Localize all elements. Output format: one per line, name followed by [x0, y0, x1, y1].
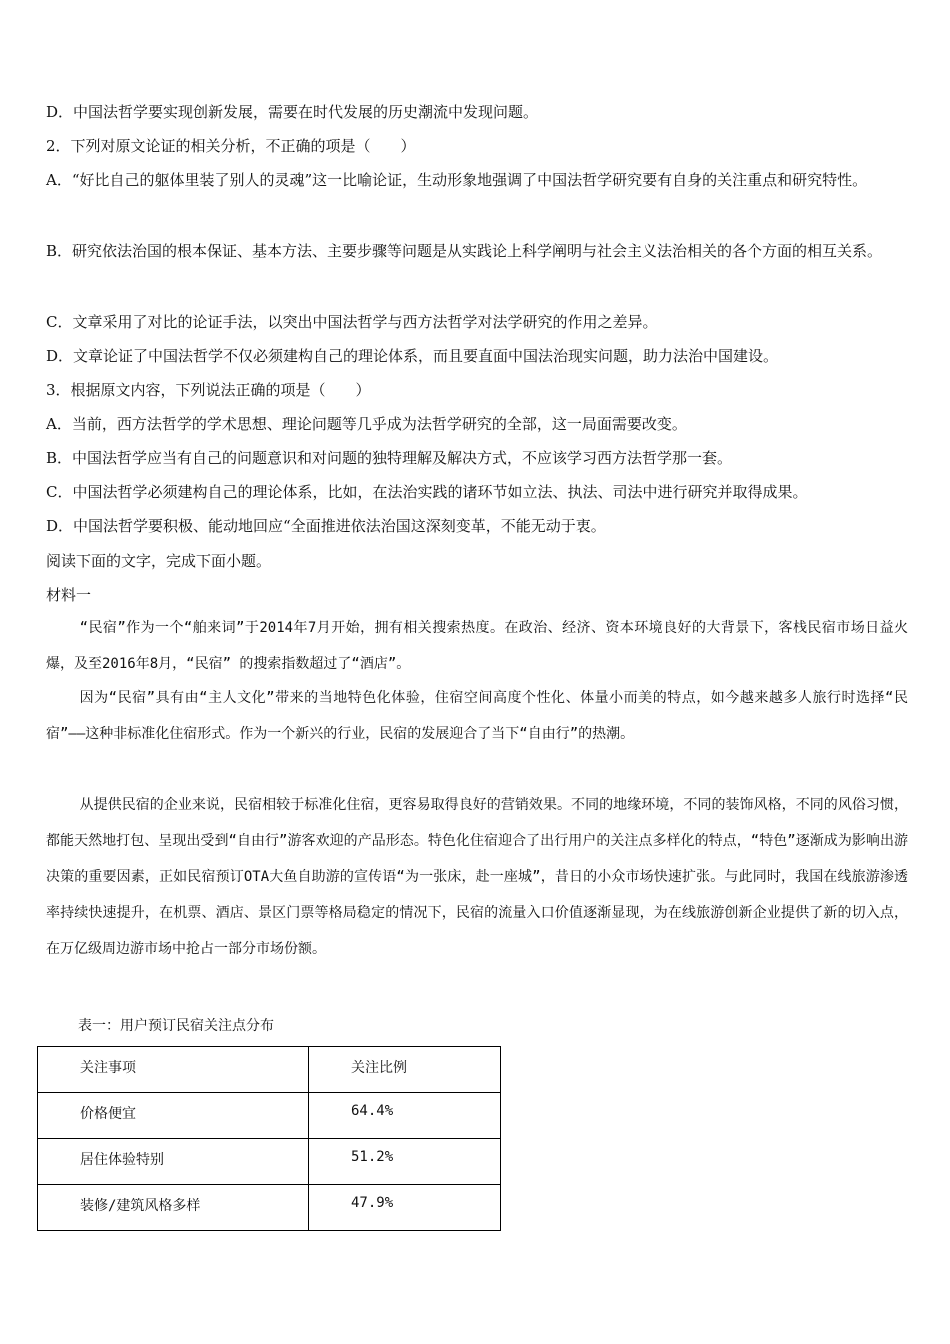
table-row [38, 1185, 501, 1231]
table-row [38, 1139, 501, 1185]
table-cell: 居住体验特别 [38, 1139, 309, 1185]
q2-option-d: D．文章论证了中国法哲学不仅必须建构自己的理论体系，而且要直面中国法治现实问题，助力法治中国建设。 [46, 347, 779, 365]
q3-stem: 3．根据原文内容，下列说法正确的项是（ ） [46, 381, 371, 399]
table-cell: 47.9% [309, 1185, 501, 1231]
material-label: 材料一 [46, 586, 92, 604]
q2-option-b: B．研究依法治国的根本保证、基本方法、主要步骤等问题是从实践论上科学阐明与社会主义法治相关的各个方面的相互关系。 [46, 242, 883, 260]
attention-distribution-table [37, 1046, 501, 1231]
q1-option-d: D．中国法哲学要实现创新发展，需要在时代发展的历史潮流中发现问题。 [46, 103, 539, 121]
table-cell: 64.4% [309, 1093, 501, 1139]
table-cell: 价格便宜 [38, 1093, 309, 1139]
q3-option-b: B．中国法哲学应当有自己的问题意识和对问题的独特理解及解决方式，不应该学习西方法哲学那一套。 [46, 449, 733, 467]
q3-option-c: C．中国法哲学必须建构自己的理论体系，比如，在法治实践的诸环节如立法、执法、司法中进行研究并取得成果。 [46, 483, 808, 501]
material-paragraph-1: “民宿”作为一个“舶来词”于2014年7月开始，拥有相关搜索热度。在政治、经济、资本环境良好的大背景下，客栈民宿市场日益火爆，及至2016年8月，“民宿” 的搜索指数超过了“酒店”。 [46, 620, 908, 672]
q2-option-c: C．文章采用了对比的论证手法，以突出中国法哲学与西方法哲学对法学研究的作用之差异。 [46, 313, 658, 331]
header-cell-ratio: 关注比例 [309, 1047, 501, 1093]
material-paragraph-2: 因为“民宿”具有由“主人文化”带来的当地特色化体验，住宿空间高度个性化、体量小而美的特点，如今越来越多人旅行时选择“民宿”——这种非标准化住宿形式。作为一个新兴的行业，民宿的发展迎合了当下“自由行”的热潮。 [46, 690, 908, 742]
table-header-row [38, 1047, 501, 1093]
q3-option-a: A．当前，西方法哲学的学术思想、理论问题等几乎成为法哲学研究的全部，这一局面需要改变。 [46, 415, 687, 433]
q2-stem: 2．下列对原文论证的相关分析，不正确的项是（ ） [46, 137, 416, 155]
material-paragraph-3: 从提供民宿的企业来说，民宿相较于标准化住宿，更容易取得良好的营销效果。不同的地缘环境，不同的装饰风格，不同的风俗习惯，都能天然地打包、呈现出受到“自由行”游客欢迎的产品形态。特色化住宿迎合了出行用户的关注点多样化的特点，“特色”逐渐成为影响出游决策的重要因素，正如民宿预订OTA大鱼自助游的宣传语“为一张床，赴一座城”，昔日的小众市场快速扩张。与此同时，我国在线旅游渗透率持续快速提升，在机票、酒店、景区门票等格局稳定的情况下，民宿的流量入口价值逐渐显现，为在线旅游创新企业提供了新的切入点，在万亿级周边游市场中抢占一部分市场份额。 [46, 797, 908, 957]
table-cell: 51.2% [309, 1139, 501, 1185]
table-caption: 表一：用户预订民宿关注点分布 [78, 1018, 274, 1034]
header-cell-item: 关注事项 [38, 1047, 309, 1093]
reading-instruction: 阅读下面的文字，完成下面小题。 [46, 552, 272, 570]
table-cell: 装修/建筑风格多样 [38, 1185, 309, 1231]
table-row [38, 1093, 501, 1139]
q2-option-a: A．“好比自己的躯体里装了别人的灵魂”这一比喻论证，生动形象地强调了中国法哲学研究要有自身的关注重点和研究特性。 [46, 171, 868, 189]
q3-option-d: D．中国法哲学要积极、能动地回应“全面推进依法治国这深刻变革，不能无动于衷。 [46, 517, 606, 535]
